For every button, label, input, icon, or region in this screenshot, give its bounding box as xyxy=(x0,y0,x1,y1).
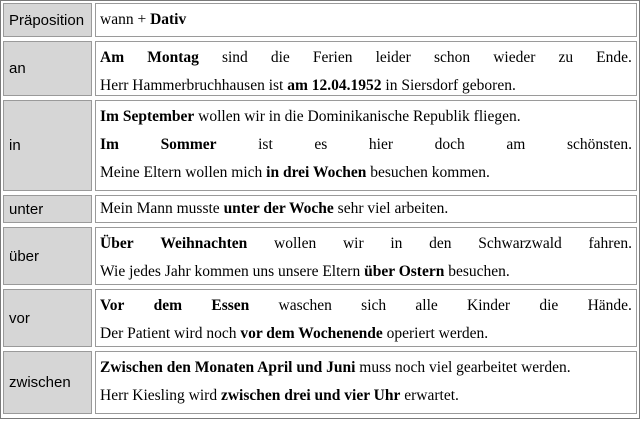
word: Hände. xyxy=(587,297,632,314)
header-wann-dativ xyxy=(95,3,637,37)
word: wir xyxy=(342,235,364,252)
word: wieder xyxy=(493,49,536,66)
word: fahren. xyxy=(588,235,632,252)
table-row-vor xyxy=(3,289,637,347)
table-header-row xyxy=(3,3,637,37)
text: Zwischen den Monaten April und Juni xyxy=(100,359,356,376)
word: wollen xyxy=(274,235,317,252)
text: unter der Woche xyxy=(223,200,334,217)
word: zu xyxy=(558,49,574,66)
example-line xyxy=(100,354,632,382)
table-row-ueber xyxy=(3,227,637,285)
word: Kinder xyxy=(467,297,511,314)
word: ist xyxy=(258,136,273,153)
table-row-an xyxy=(3,41,637,96)
text: Mein Mann musste xyxy=(100,200,224,217)
word: Essen xyxy=(211,297,250,314)
text: am 12.04.1952 xyxy=(287,77,382,94)
example-line xyxy=(100,382,632,410)
word: Ferien xyxy=(312,49,353,66)
example-line xyxy=(100,258,632,286)
header-wann: wann + xyxy=(100,11,151,28)
text: vor dem Wochenende xyxy=(240,325,383,342)
text: über Ostern xyxy=(364,263,445,280)
table-row-zwischen xyxy=(3,351,637,414)
example-line xyxy=(100,131,632,159)
word: Über xyxy=(100,235,134,252)
text: erwartet. xyxy=(400,387,459,404)
word: Im xyxy=(100,136,119,153)
example-cell-vor xyxy=(95,289,637,347)
word: am xyxy=(506,136,526,153)
prep-label-an: an xyxy=(3,41,92,96)
example-line xyxy=(100,196,632,222)
text: muss noch viel gearbeitet werden. xyxy=(355,359,571,376)
word: in xyxy=(390,235,403,252)
example-cell-an xyxy=(95,41,637,96)
text: Herr Hammerbruchhausen ist xyxy=(100,77,288,94)
example-cell-unter xyxy=(95,195,637,223)
header-preposition: Präposition xyxy=(3,3,92,37)
text: Meine Eltern wollen mich xyxy=(100,164,267,181)
example-cell-ueber xyxy=(95,227,637,285)
table-row-unter xyxy=(3,195,637,223)
example-line xyxy=(100,320,632,348)
text: Der Patient wird noch xyxy=(100,325,241,342)
word: sind xyxy=(221,49,248,66)
example-cell-in xyxy=(95,100,637,191)
text: wollen wir in die Dominikanische Republik fliegen. xyxy=(194,108,521,125)
word: sich xyxy=(361,297,387,314)
word: dem xyxy=(153,297,183,314)
word: die xyxy=(270,49,290,66)
word: alle xyxy=(415,297,438,314)
word: den xyxy=(429,235,452,252)
prep-label-unter: unter xyxy=(3,195,92,223)
word: Ende. xyxy=(596,49,632,66)
prep-label-vor: vor xyxy=(3,289,92,347)
text: Wie jedes Jahr kommen uns unsere Eltern xyxy=(100,263,365,280)
word: schon xyxy=(433,49,471,66)
word: es xyxy=(314,136,328,153)
word: Montag xyxy=(147,49,199,66)
word: Vor xyxy=(100,297,125,314)
example-cell-zwischen xyxy=(95,351,637,414)
text: in drei Wochen xyxy=(266,164,367,181)
text: besuchen kommen. xyxy=(366,164,490,181)
example-line xyxy=(100,230,632,258)
text: in Siersdorf geboren. xyxy=(381,77,516,94)
table-row-in xyxy=(3,100,637,191)
example-line xyxy=(100,292,632,320)
word: hier xyxy=(368,136,394,153)
text: zwischen drei und vier Uhr xyxy=(220,387,401,404)
text: Herr Kiesling wird xyxy=(100,387,221,404)
word: Schwarzwald xyxy=(478,235,562,252)
word: Weihnachten xyxy=(160,235,248,252)
text: besuchen. xyxy=(444,263,510,280)
header-dativ: Dativ xyxy=(150,11,187,28)
word: die xyxy=(539,297,559,314)
prep-label-ueber: über xyxy=(3,227,92,285)
text: sehr viel arbeiten. xyxy=(333,200,449,217)
example-line xyxy=(100,44,632,72)
example-line xyxy=(100,103,632,131)
prep-label-zwischen: zwischen xyxy=(3,351,92,414)
word: schönsten. xyxy=(566,136,632,153)
text: Im September xyxy=(100,108,195,125)
text: operiert werden. xyxy=(382,325,489,342)
word: Am xyxy=(100,49,125,66)
word: doch xyxy=(434,136,465,153)
example-line xyxy=(100,159,632,187)
example-line xyxy=(100,72,632,100)
word: waschen xyxy=(278,297,332,314)
word: leider xyxy=(375,49,411,66)
word: Sommer xyxy=(160,136,217,153)
prep-label-in: in xyxy=(3,100,92,191)
